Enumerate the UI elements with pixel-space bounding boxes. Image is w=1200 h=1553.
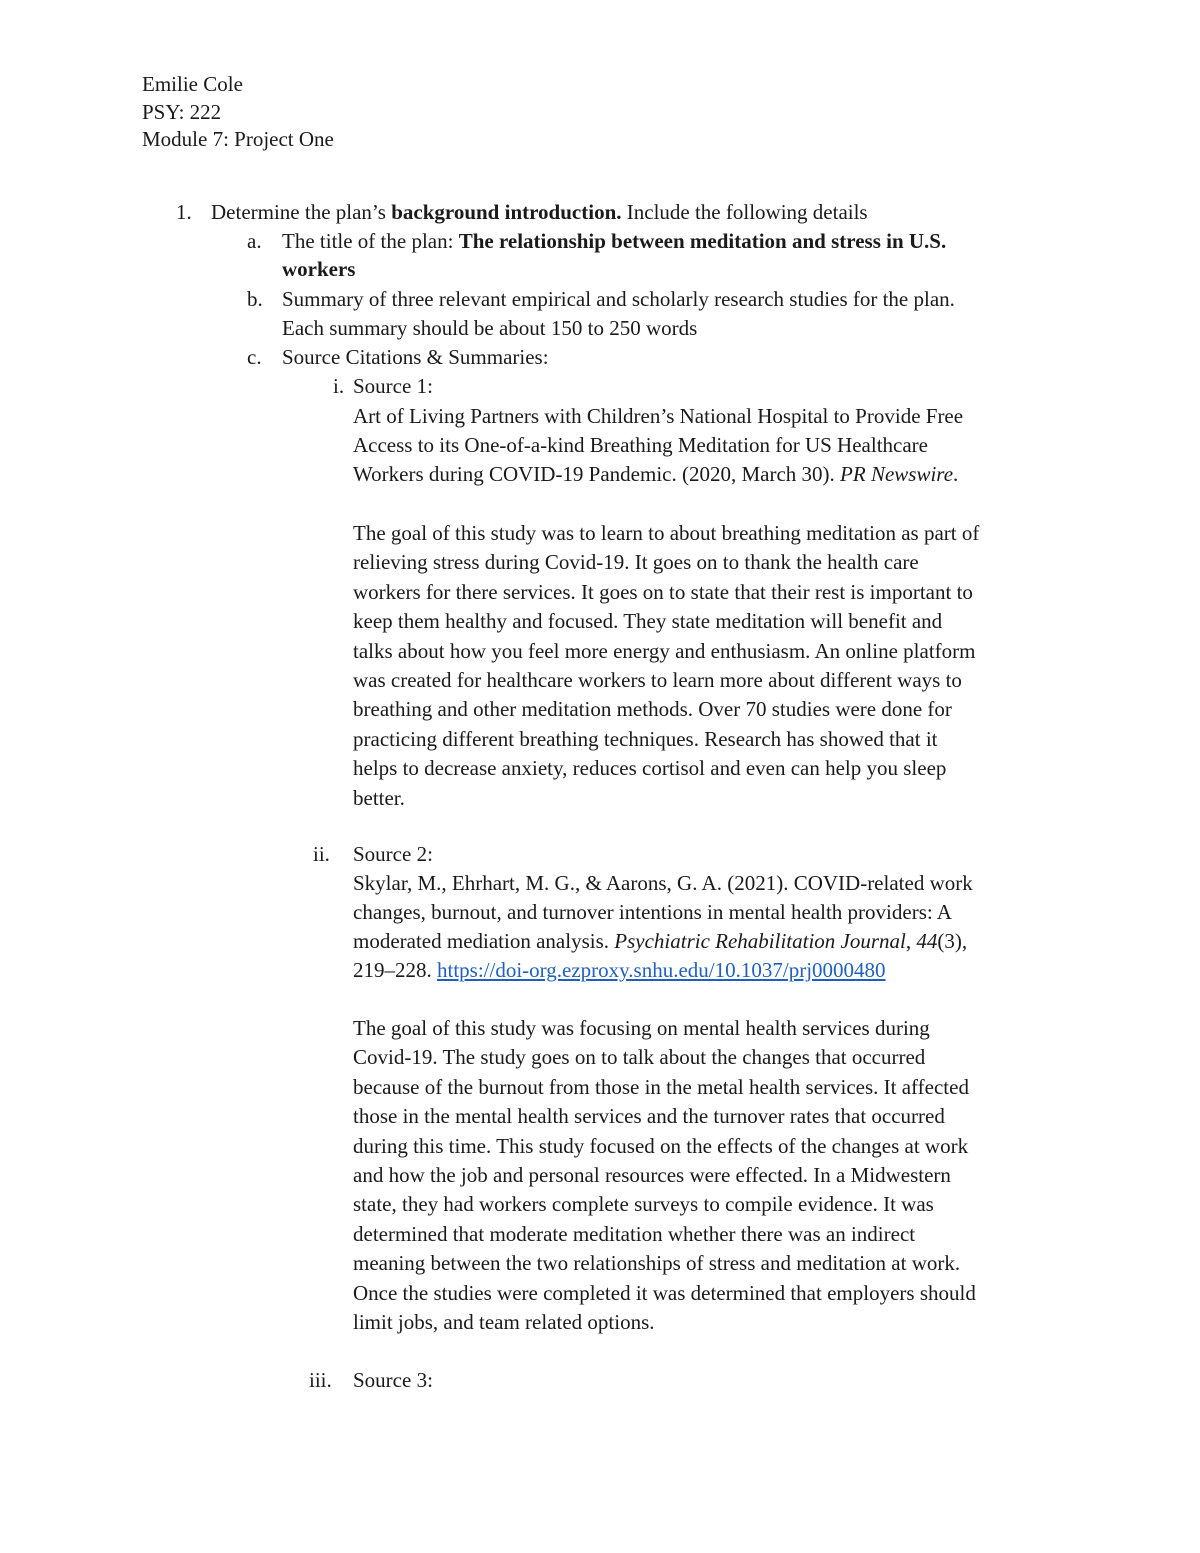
source-2-label: Source 2:: [353, 842, 433, 866]
source-2-issue: (3),: [937, 929, 968, 953]
list-marker-iii: iii.: [309, 1368, 332, 1392]
source-1-summary-line: breathing and other meditation methods. Over 70 studies were done for: [353, 697, 952, 722]
source-1-summary-line: keep them healthy and focused. They state meditation will benefit and: [353, 609, 943, 634]
list-marker-b: b.: [247, 287, 263, 311]
source-1-citation-line1: Art of Living Partners with Children’s National Hospital to Provide Free: [353, 404, 964, 428]
source-2-summary-line: meaning between the two relationships of stress and meditation at work.: [353, 1251, 961, 1276]
item-b-line2: Each summary should be about 150 to 250 words: [282, 316, 698, 340]
list-marker-c: c.: [247, 345, 262, 369]
source-1-citation-line3: [353, 460, 958, 489]
source-2-summary-line: during this time. This study focused on the effects of the changes at work: [353, 1133, 969, 1158]
source-1-summary-line: workers for there services. It goes on to state that their rest is important to: [353, 579, 973, 604]
source-1-summary-line: was created for healthcare workers to learn more about different ways to: [353, 668, 962, 692]
source-2-summary-line: limit jobs, and team related options.: [353, 1310, 655, 1334]
source-2-volume: 44: [916, 929, 938, 953]
source-2-summary-line: because of the burnout from those in the metal health services. It affected: [353, 1074, 969, 1099]
list-marker-ii: ii.: [313, 842, 330, 866]
source-1-summary-line: The goal of this study was to learn to about breathing meditation as part of: [353, 521, 980, 545]
source-3-label: Source 3:: [353, 1368, 433, 1392]
source-2-summary-line: The goal of this study was focusing on mental health services during: [353, 1016, 930, 1040]
item-b-line1: Summary of three relevant empirical and scholarly research studies for the plan.: [282, 287, 955, 311]
source-1-citation-end: .: [953, 462, 959, 486]
source-1-citation-line2: Access to its One-of-a-kind Breathing Meditation for US Healthcare: [353, 433, 928, 457]
source-2-summary-line: Once the studies were completed it was determined that employers should: [353, 1280, 976, 1305]
source-2-summary-line: state, they had workers complete surveys to compile evidence. It was: [353, 1192, 934, 1217]
source-1-journal: PR Newswire: [840, 462, 954, 486]
source-1-citation-text: Workers during COVID-19 Pandemic. (2020, March 30).: [353, 462, 841, 486]
source-1-summary-line: practicing different breathing techniques. Research has showed that it: [353, 726, 938, 751]
doi-link[interactable]: https://doi-org.ezproxy.snhu.edu/10.1037/prj0000480: [437, 958, 886, 982]
source-1-label: Source 1:: [353, 374, 433, 398]
source-1-summary-line: relieving stress during Covid-19. It goes on to thank the health care: [353, 550, 919, 575]
author-name: Emilie Cole: [142, 72, 243, 96]
list-marker-a: a.: [247, 229, 262, 253]
course-code: PSY: 222: [142, 100, 222, 124]
item-c-text: Source Citations & Summaries:: [282, 345, 549, 369]
item-1-bold: background introduction.: [391, 200, 622, 224]
source-2-summary-line: and how the job and personal resources were effected. In a Midwestern: [353, 1163, 951, 1187]
source-2-citation-text: moderated mediation analysis.: [353, 929, 615, 953]
source-2-pages: 219–228.: [353, 958, 437, 982]
assignment-title: Module 7: Project One: [142, 127, 334, 151]
list-number-1: 1.: [176, 200, 192, 224]
source-2-summary-line: Covid-19. The study goes on to talk about the changes that occurred: [353, 1045, 926, 1070]
source-1-summary-line: better.: [353, 785, 405, 810]
source-2-citation-line3: [353, 927, 967, 956]
list-marker-i: i.: [333, 374, 345, 398]
item-1-suffix: Include the following details: [621, 200, 868, 224]
source-2-summary-line: determined that moderate meditation whether there was an indirect: [353, 1221, 916, 1246]
source-2-citation-sep: ,: [905, 929, 917, 953]
plan-title-line1: The relationship between meditation and stress in U.S.: [458, 229, 947, 253]
source-1-summary-line: talks about how you feel more energy and enthusiasm. An online platform: [353, 638, 976, 663]
item-1-prefix: Determine the plan’s: [211, 200, 392, 224]
source-2-citation-line4: [353, 956, 886, 985]
item-1-text: [211, 198, 868, 227]
item-a-text: [282, 227, 946, 256]
source-2-citation-line1: Skylar, M., Ehrhart, M. G., & Aarons, G. A. (2021). COVID-related work: [353, 871, 973, 895]
plan-title-line2: workers: [282, 257, 356, 281]
source-2-summary-line: those in the mental health services and the turnover rates that occurred: [353, 1104, 945, 1129]
source-2-citation-line2: changes, burnout, and turnover intentions in mental health providers: A: [353, 900, 952, 924]
source-2-journal: Psychiatric Rehabilitation Journal: [614, 929, 906, 953]
item-a-prefix: The title of the plan:: [282, 229, 459, 253]
source-1-summary-line: helps to decrease anxiety, reduces cortisol and even can help you sleep: [353, 756, 947, 781]
